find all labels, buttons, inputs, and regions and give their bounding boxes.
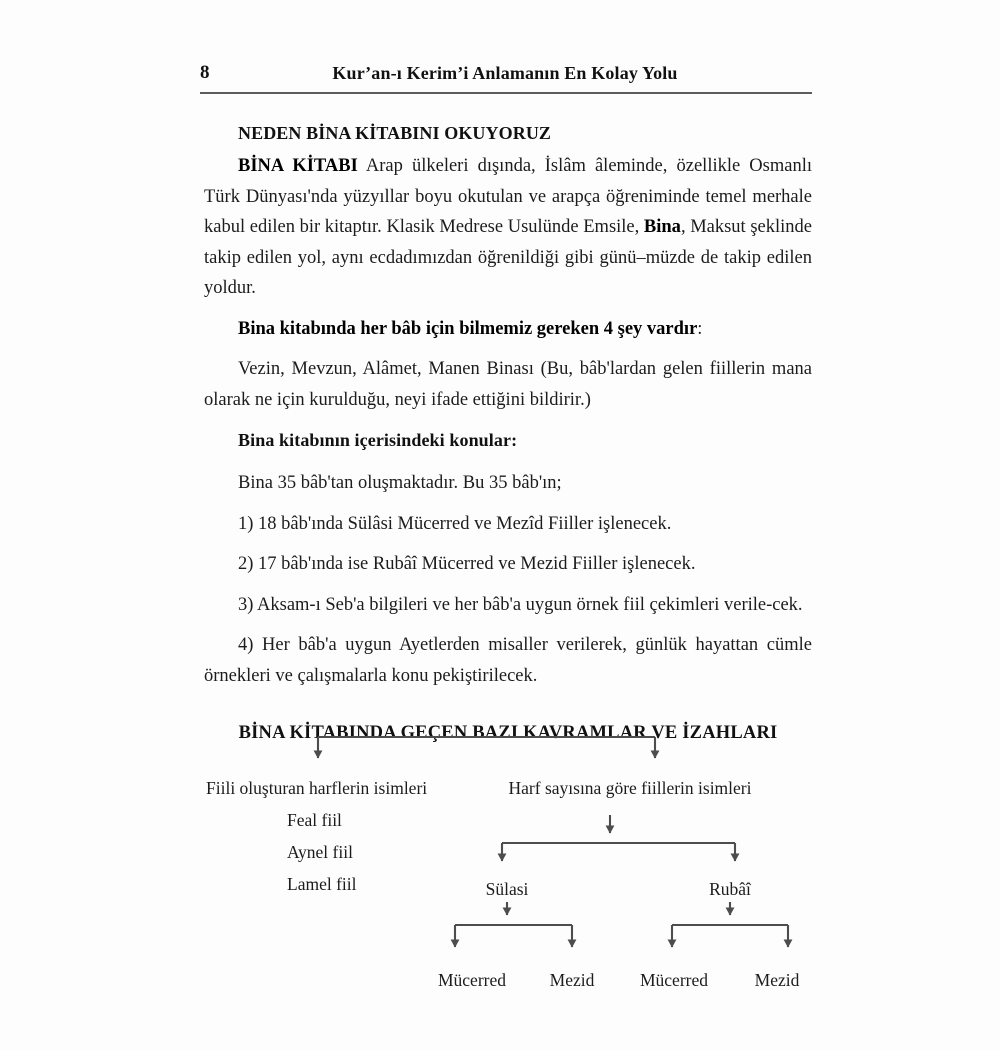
paragraph-intro [204,151,812,304]
node-rubai: Rubâî [709,879,751,899]
node-sulasi-mezid: Mezid [549,970,595,990]
node-sulasi: Sülasi [485,879,529,899]
paragraph-intro-part1: Arap ülkeleri dışında, İslâm âleminde, özellikle Osmanlı Türk Dünyası'nda yüzyıllar boyu okutulan ve arapça öğreniminde temel merhale kabul edilen bir kitaptır. Klasik Medrese Usulünde Emsile, [204,156,812,237]
header-rule [200,92,812,94]
diagram-heading: BİNA KİTABINDA GEÇEN BAZI KAVRAMLAR VE İZAHLARI [238,723,778,743]
paragraph-vezin: Vezin, Mevzun, Alâmet, Manen Binası (Bu, bâb'lardan gelen fiillerin mana olarak ne için kurulduğu, neyi ifade ettiğini bildirir.) [204,359,812,410]
node-rubai-mezid: Mezid [754,970,800,990]
page-number: 8 [200,62,210,83]
spacer [204,458,812,468]
node-lamel-fiil: Lamel fiil [287,874,357,894]
list-item-1: 1) 18 bâb'ında Sülâsi Mücerred ve Mezîd Fiiller işlenecek. [238,513,672,534]
heading-contents: Bina kitabının içerisindeki konular: [238,430,518,450]
spacer [204,344,812,354]
paragraph-35-bab: Bina 35 bâb'tan oluşmaktadır. Bu 35 bâb'ın; [238,473,562,493]
running-head [200,62,810,94]
spacer [204,539,812,549]
spacer [204,415,812,425]
spacer [204,499,812,509]
heading-four-things-bold: Bina kitabında her bâb için bilmemiz gereken 4 şey vardır [238,318,698,339]
node-feal-fiil: Feal fiil [287,810,342,830]
node-sulasi-mucerred: Mücerred [437,970,507,990]
spacer [204,707,812,723]
bold-bina: Bina [643,217,681,237]
section-heading: NEDEN BİNA KİTABINI OKUYORUZ [238,123,552,143]
node-left-branch: Fiili oluşturan harflerin isimleri [206,778,428,798]
spacer [204,304,812,314]
heading-four-things-colon: : [697,318,703,339]
list-item-4: 4) Her bâb'a uygun Ayetlerden misaller verilerek, günlük hayattan cümle örnekleri ve çalışmalarla konu pekiştirilecek. [204,635,812,686]
node-right-branch: Harf sayısına göre fiillerin isimleri [508,778,752,798]
node-rubai-mucerred: Mücerred [639,970,709,990]
bold-lead-bina-kitabi: BİNA KİTABI [238,156,358,176]
paragraph-intro-part2: , Maksut şeklinde takip edilen yol, aynı ecdadımızdan öğrenildiği gibi günü–müzde de takip edilen yoldur. [204,217,812,298]
spacer [204,620,812,630]
list-item-3: 3) Aksam-ı Seb'a bilgileri ve her bâb'a uygun örnek fiil çekimleri verile-cek. [238,594,803,615]
spacer [204,691,812,707]
spacer [204,580,812,590]
node-aynel-fiil: Aynel fiil [287,842,353,862]
running-title: Kur’an-ı Kerim’i Anlamanın En Kolay Yolu [332,63,678,83]
body-text [204,118,812,744]
heading-four-things [204,314,812,345]
list-item-2: 2) 17 bâb'ında ise Rubâî Mücerred ve Mezid Fiiller işlenecek. [238,554,696,574]
